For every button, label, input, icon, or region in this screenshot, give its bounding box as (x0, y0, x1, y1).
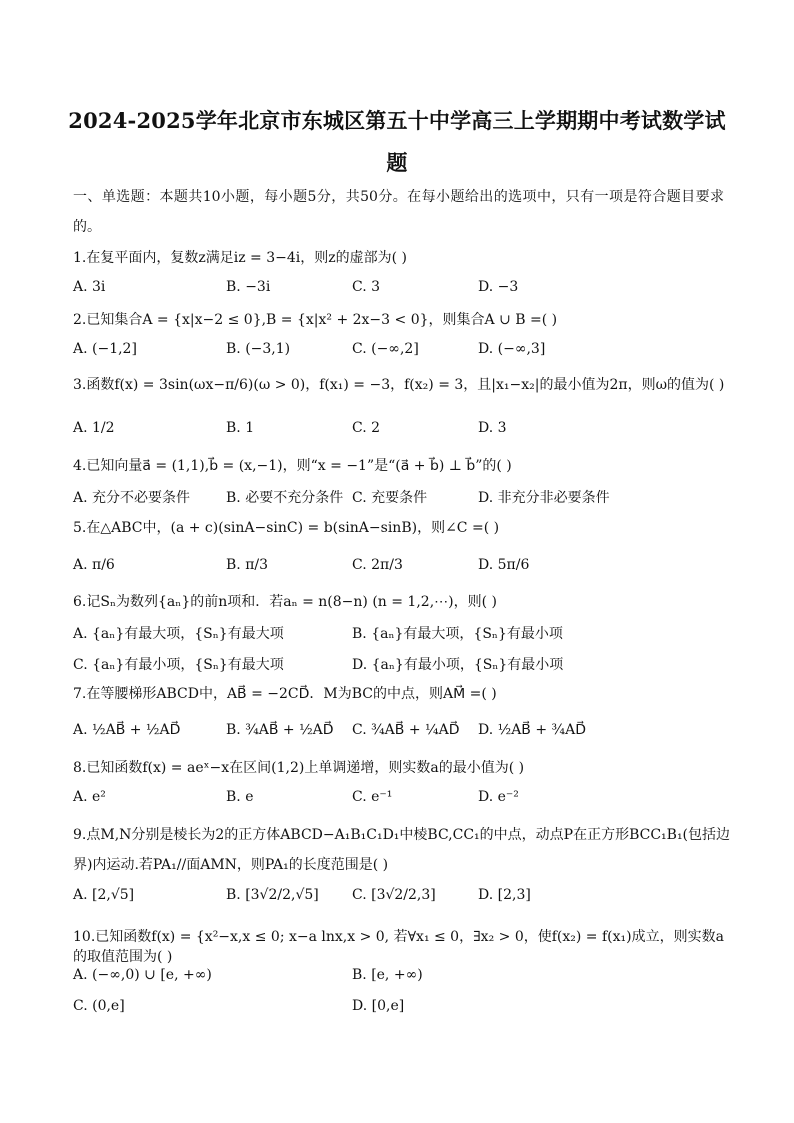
option-d: D. (−∞,3] (478, 341, 546, 357)
question-4-options (73, 487, 734, 511)
option-d: D. [2,3] (478, 887, 531, 903)
option-c: C. 2π/3 (352, 557, 403, 573)
question-10-options-row-2 (73, 998, 734, 1022)
option-a: A. (−∞,0) ∪ [e, +∞) (73, 967, 212, 983)
option-a: A. ½AB⃗ + ½AD⃗ (73, 722, 181, 738)
option-d: D. 5π/6 (478, 557, 530, 573)
option-d: D. 非充分非必要条件 (478, 490, 610, 506)
option-d: D. ½AB⃗ + ¾AD⃗ (478, 722, 587, 738)
question-6-options-row-2 (73, 654, 734, 678)
question-stem-condition: 若∀x₁ ≤ 0，∃x₂ > 0，使f(x₂) = f(x₁)成立，则实数a的取值范围为( ) (73, 929, 724, 965)
option-c: C. {aₙ}有最小项，{Sₙ}有最大项 (73, 657, 284, 673)
option-b: B. (−3,1) (226, 341, 291, 357)
question-stem: 6.记Sₙ为数列{aₙ}的前n项和．若aₙ = n(8−n) (n = 1,2,⋯)，则( ) (73, 594, 497, 610)
option-a: A. (−1,2] (73, 341, 137, 357)
question-1-options (73, 279, 734, 303)
question-7 (73, 684, 734, 704)
option-a: A. [2,√5] (73, 887, 135, 903)
exam-title: 2024-2025学年北京市东城区第五十中学高三上学期期中考试数学试题 (68, 108, 726, 175)
option-b: B. −3i (226, 279, 271, 295)
option-b: B. [3√2/2,√5] (226, 887, 319, 903)
option-b: B. π/3 (226, 557, 269, 573)
question-stem: 8.已知函数f(x) = aeˣ−x在区间(1,2)上单调递增，则实数a的最小值为( ) (73, 760, 525, 776)
question-stem: 4.已知向量a⃗ = (1,1),b⃗ = (x,−1)，则“x = −1”是“(a⃗ + b⃗) ⊥ b⃗”的( ) (73, 458, 512, 474)
option-a: A. π/6 (73, 557, 115, 573)
question-8 (73, 758, 734, 778)
option-a: A. 1/2 (73, 420, 115, 436)
option-c: C. (−∞,2] (352, 341, 419, 357)
option-a: A. {aₙ}有最大项，{Sₙ}有最大项 (73, 626, 284, 642)
question-9-options (73, 887, 734, 911)
option-b: B. {aₙ}有最大项，{Sₙ}有最小项 (352, 626, 563, 642)
option-c: C. (0,e] (73, 998, 125, 1014)
question-stem: 7.在等腰梯形ABCD中，AB⃗ = −2CD⃗．M为BC的中点，则AM⃗ =( ) (73, 686, 497, 702)
section-instructions: 一、单选题：本题共10小题，每小题5分，共50分。在每小题给出的选项中，只有一项是符合题目要求的。 (73, 189, 724, 235)
option-c: C. [3√2/2,3] (352, 887, 436, 903)
option-a: A. e² (73, 789, 106, 805)
option-b: B. [e, +∞) (352, 967, 423, 983)
question-4 (73, 456, 734, 476)
question-9 (73, 820, 734, 880)
option-d: D. 3 (478, 420, 507, 436)
question-6-options-row-1 (73, 623, 734, 647)
option-a: A. 3i (73, 279, 106, 295)
option-d: D. e⁻² (478, 789, 519, 805)
question-1 (73, 248, 734, 268)
option-d: D. −3 (478, 279, 519, 295)
option-b: B. 必要不充分条件 (226, 490, 344, 506)
option-c: C. ¾AB⃗ + ¼AD⃗ (352, 722, 460, 738)
option-d: D. [0,e] (352, 998, 405, 1014)
option-b: B. ¾AB⃗ + ½AD⃗ (226, 722, 334, 738)
option-b: B. e (226, 789, 254, 805)
option-c: C. 2 (352, 420, 381, 436)
question-stem: 5.在△ABC中，(a + c)(sinA−sinC) = b(sinA−sinB)，则∠C =( ) (73, 520, 500, 536)
question-10-options-row-1 (73, 967, 734, 991)
question-10 (73, 927, 734, 967)
question-5-options (73, 557, 734, 581)
question-stem: 3.函数f(x) = 3sin(ωx−π/6)(ω > 0)，f(x₁) = −3，f(x₂) = 3，且|x₁−x₂|的最小值为2π，则ω的值为( ) (73, 377, 725, 393)
question-5 (73, 518, 734, 538)
question-2 (73, 310, 734, 330)
question-7-options (73, 722, 734, 746)
option-a: A. 充分不必要条件 (73, 490, 191, 506)
option-c: C. 3 (352, 279, 381, 295)
question-stem: 2.已知集合A = {x|x−2 ≤ 0},B = {x|x² + 2x−3 < 0}，则集合A ∪ B =( ) (73, 312, 558, 328)
option-c: C. 充要条件 (352, 490, 428, 506)
question-8-options (73, 789, 734, 813)
question-stem: 9.点M,N分别是棱长为2的正方体ABCD−A₁B₁C₁D₁中棱BC,CC₁的中点，动点P在正方形BCC₁B₁(包括边界)内运动.若PA₁//面AMN，则PA₁的长度范围是( ) (73, 827, 731, 873)
option-d: D. {aₙ}有最小项，{Sₙ}有最小项 (352, 657, 564, 673)
question-2-options (73, 341, 734, 365)
question-6 (73, 592, 734, 612)
question-3 (73, 375, 734, 395)
question-stem-piecewise: 10.已知函数f(x) = {x²−x,x ≤ 0; x−a lnx,x > 0, (73, 929, 390, 945)
question-stem: 1.在复平面内，复数z满足iz = 3−4i，则z的虚部为( ) (73, 250, 407, 266)
option-c: C. e⁻¹ (352, 789, 393, 805)
question-3-options (73, 420, 734, 444)
option-b: B. 1 (226, 420, 255, 436)
